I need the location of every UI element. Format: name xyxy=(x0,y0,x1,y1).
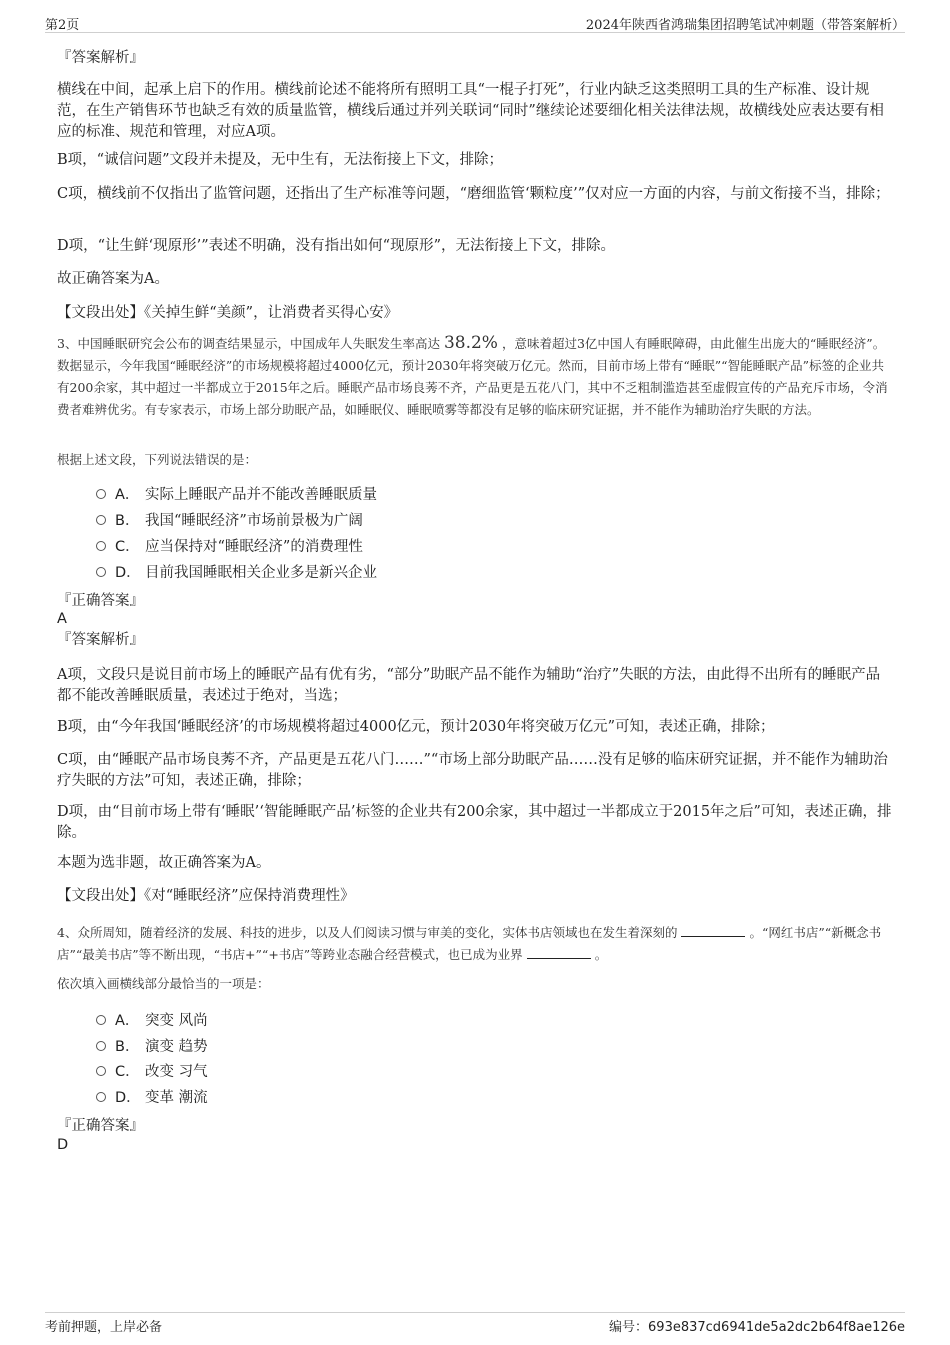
radio-icon[interactable] xyxy=(96,567,106,577)
radio-icon[interactable] xyxy=(96,541,106,551)
q3-answer: A xyxy=(57,611,67,627)
q2-analysis-para-4: D项，“让生鲜‘现原形’”表述不明确，没有指出如何“现原形”，无法衔接上下文，排除。 xyxy=(57,238,615,254)
radio-icon[interactable] xyxy=(96,489,106,499)
document-title: 2024年陕西省鸿瑞集团招聘笔试冲刺题（带答案解析） xyxy=(585,18,905,33)
q2-analysis-para-1: 横线在中间，起承上启下的作用。横线前论述不能将所有照明工具“一棍子打死”，行业内缺乏这类照明工具的生产标准、设计规范，在生产销售环节也缺乏有效的质量监管，横线后通过并列关联词“同时”继续论述要细化相关法律法规，故横线处应表达要有相应的标准、规范和管理，对应A项。 xyxy=(57,82,884,140)
q4-stem-part-3: 。 xyxy=(594,947,608,962)
blank-line-2 xyxy=(527,948,591,959)
q3-stem-part-2: ，意味着超过3亿中国人有睡眠障碍，由此催生出庞大的“睡眠经济”。数据显示，今年我国“睡眠经济”的市场规模将超过4000亿元，预计2030年将突破万亿元。然而，目前市场上带有“睡眠”“智能睡眠产品”标签的企业共有200余家，其中超过一半都成立于2015年之后。睡眠产品市场良莠不齐，产品更是五花八门，其中不乏粗制滥造甚至虚假宣传的产品充斥市场，令消费者难辨优劣。有专家表示，市场上部分助眠产品，如睡眠仪、睡眠喷雾等都没有足够的临床研究证据，并不能作为辅助治疗失眠的方法。 xyxy=(57,336,888,417)
q3-stem xyxy=(57,332,893,421)
q3-analysis-label: 『答案解析』 xyxy=(57,632,144,648)
q3-analysis-para-4: D项，由“目前市场上带有‘睡眠’‘智能睡眠产品’标签的企业共有200余家，其中超过一半都成立于2015年之后”可知，表述正确，排除。 xyxy=(57,804,892,841)
option-text: 目前我国睡眠相关企业多是新兴企业 xyxy=(145,565,377,581)
q2-analysis-label: 『答案解析』 xyxy=(57,50,144,66)
page-footer xyxy=(45,1312,905,1337)
option-letter: A． xyxy=(115,487,140,503)
q4-stem-part-2: 。“网红书店”“新概念书店”“最美书店”等不断出现，“书店+”“+书店”等跨业态融合经营模式，也已成为业界 xyxy=(57,925,882,962)
q2-source: 【文段出处】《关掉生鲜“美颜”，让消费者买得心安》 xyxy=(57,305,399,321)
option-letter: B． xyxy=(115,1039,140,1055)
option-letter: A． xyxy=(115,1013,140,1029)
option-letter: C． xyxy=(115,1064,140,1080)
option-text: 演变 趋势 xyxy=(145,1039,208,1055)
q3-analysis-para-1: A项，文段只是说目前市场上的睡眠产品有优有劣，“部分”助眠产品不能作为辅助“治疗”失眠的方法，由此得不出所有的睡眠产品都不能改善睡眠质量，表述过于绝对，当选； xyxy=(57,667,881,704)
q4-stem-part-1: 4、众所周知，随着经济的发展、科技的进步，以及人们阅读习惯与审美的变化，实体书店领域也在发生着深刻的 xyxy=(57,925,678,940)
q3-analysis-para-2: B项，由“今年我国‘睡眠经济’的市场规模将超过4000亿元，预计2030年将突破万亿元”可知，表述正确，排除； xyxy=(57,719,775,735)
q2-conclusion: 故正确答案为A。 xyxy=(57,271,169,287)
q4-option-d[interactable] xyxy=(96,1088,208,1108)
radio-icon[interactable] xyxy=(96,1092,106,1102)
option-letter: D． xyxy=(115,1090,141,1106)
radio-icon[interactable] xyxy=(96,1041,106,1051)
q3-option-b[interactable] xyxy=(96,511,363,531)
radio-icon[interactable] xyxy=(96,515,106,525)
page-header xyxy=(45,12,905,33)
q3-prompt: 根据上述文段，下列说法错误的是： xyxy=(57,452,258,467)
blank-line-1 xyxy=(681,926,745,937)
q4-option-b[interactable] xyxy=(96,1037,208,1057)
option-text: 实际上睡眠产品并不能改善睡眠质量 xyxy=(145,487,377,503)
option-letter: B． xyxy=(115,513,140,529)
q4-answer-label: 『正确答案』 xyxy=(57,1118,144,1134)
q3-insomnia-rate: 38.2% xyxy=(443,333,498,353)
q3-option-d[interactable] xyxy=(96,563,377,583)
option-letter: C． xyxy=(115,539,140,555)
page-number: 第2页 xyxy=(45,18,80,33)
q4-option-a[interactable] xyxy=(96,1011,208,1031)
q4-prompt: 依次填入画横线部分最恰当的一项是： xyxy=(57,976,270,991)
q3-option-c[interactable] xyxy=(96,537,363,557)
option-text: 我国“睡眠经济”市场前景极为广阔 xyxy=(145,513,363,529)
footer-slogan: 考前押题，上岸必备 xyxy=(45,1320,163,1335)
q4-option-c[interactable] xyxy=(96,1062,208,1082)
q3-source: 【文段出处】《对“睡眠经济”应保持消费理性》 xyxy=(57,888,355,904)
q2-analysis-para-2: B项，“诚信问题”文段并未提及，无中生有，无法衔接上下文，排除； xyxy=(57,152,503,168)
q2-analysis-para-3: C项，横线前不仅指出了监管问题，还指出了生产标准等问题，“磨细监管‘颗粒度’”仅对应一方面的内容，与前文衔接不当，排除； xyxy=(57,186,890,202)
q3-stem-part-1: 3、中国睡眠研究会公布的调查结果显示，中国成年人失眠发生率高达 xyxy=(57,336,440,351)
q3-conclusion: 本题为选非题，故正确答案为A。 xyxy=(57,855,271,871)
radio-icon[interactable] xyxy=(96,1066,106,1076)
q3-option-a[interactable] xyxy=(96,485,377,505)
q4-stem xyxy=(57,922,893,966)
document-code: 编号：693e837cd6941de5a2dc2b64f8ae126e xyxy=(609,1320,905,1335)
option-text: 变革 潮流 xyxy=(145,1090,208,1106)
q3-answer-label: 『正确答案』 xyxy=(57,593,144,609)
option-text: 突变 风尚 xyxy=(145,1013,208,1029)
radio-icon[interactable] xyxy=(96,1015,106,1025)
option-letter: D． xyxy=(115,565,141,581)
option-text: 改变 习气 xyxy=(145,1064,208,1080)
q3-analysis-para-3: C项，由“睡眠产品市场良莠不齐，产品更是五花八门……”“市场上部分助眠产品……没有足够的临床研究证据，并不能作为辅助治疗失眠的方法”可知，表述正确，排除； xyxy=(57,752,888,789)
q4-answer: D xyxy=(57,1137,69,1153)
option-text: 应当保持对“睡眠经济”的消费理性 xyxy=(145,539,363,555)
